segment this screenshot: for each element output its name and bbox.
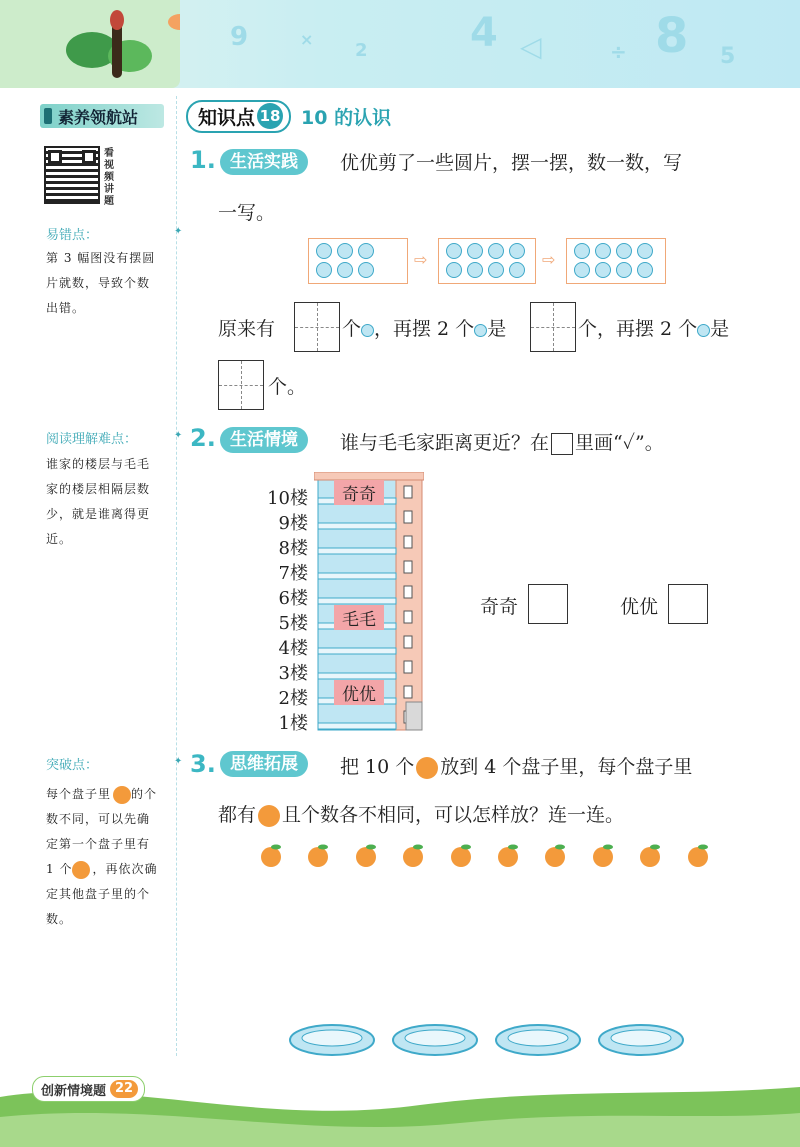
circle-piece-icon [488, 262, 504, 278]
window-icon [404, 536, 412, 548]
floor-label: 5楼 [278, 613, 308, 634]
sparkle-icon: ✦ [174, 226, 183, 237]
circle-piece-icon [337, 262, 353, 278]
note-text-part: 每个盘子里 [46, 787, 112, 801]
question-tag: 思维拓展 [220, 751, 308, 777]
topic-prefix: 知识点 [198, 106, 256, 129]
orange-icon [113, 786, 131, 804]
decor-symbol: × [300, 30, 314, 49]
fill-text: 个，再摆 2 个 是 [578, 318, 730, 340]
qr-label: 看视频讲题 [104, 148, 114, 207]
circle-piece-icon [446, 243, 462, 259]
orange-icon [353, 842, 379, 868]
arrow-right-icon: ⇨ [542, 250, 556, 269]
choice-label-youyou: 优优 [620, 596, 659, 618]
footer-label: 创新情境题 [41, 1083, 107, 1099]
plant-illustration [0, 0, 180, 88]
answer-box-1[interactable] [294, 302, 340, 352]
decor-number: 8 [655, 8, 689, 64]
sparkle-icon: ✦ [174, 756, 183, 767]
window-icon [404, 586, 412, 598]
plate-icon[interactable] [597, 1022, 685, 1058]
check-box-youyou[interactable] [668, 584, 708, 624]
plate-icon[interactable] [288, 1022, 376, 1058]
floor-balcony [318, 723, 396, 729]
orange-icon [590, 842, 616, 868]
question-number: 1. [190, 146, 216, 174]
circle-piece-icon [488, 243, 504, 259]
lighthouse-icon [44, 108, 52, 124]
corner-plant-decoration [0, 0, 180, 88]
resident-maomao: 毛毛 [334, 605, 384, 630]
circle-piece-icon [358, 243, 374, 259]
window-icon [404, 636, 412, 648]
decor-number: 5 [720, 44, 736, 69]
answer-box-3[interactable] [218, 360, 264, 410]
decor-number: 2 [355, 40, 368, 61]
floor-label: 4楼 [278, 638, 308, 659]
question-text: 都有 且个数各不相同，可以怎样放？连一连。 [218, 804, 625, 826]
circle-piece-icon [697, 324, 710, 337]
circle-piece-icon [616, 262, 632, 278]
circle-piece-icon [361, 324, 374, 337]
orange-icon [258, 842, 284, 868]
floor-balcony [318, 523, 396, 529]
qr-code[interactable] [44, 146, 100, 204]
nav-label [40, 104, 164, 128]
decor-symbol: ◁ [520, 30, 542, 63]
window-icon [404, 686, 412, 698]
note-title-mistake: 易错点： [46, 228, 99, 243]
footer-badge [32, 1076, 145, 1102]
nav-label-text: 素养领航站 [58, 107, 139, 127]
plate-icon[interactable] [391, 1022, 479, 1058]
circle-piece-icon [358, 262, 374, 278]
floor-label: 9楼 [278, 513, 308, 534]
question-text: 把 10 个 放到 4 个盘子里，每个盘子里 [340, 756, 693, 778]
decor-number: 4 [470, 10, 498, 56]
topic-title: 10 的认识 [301, 106, 392, 129]
resident-youyou: 优优 [334, 680, 384, 705]
note-text-part: 的个数不同，可以先确定第一个盘子里有 1 个 [46, 787, 158, 876]
orange-icon [495, 842, 521, 868]
fill-text: 个 ，再摆 2 个 是 [342, 318, 507, 340]
floor-balcony [318, 673, 396, 679]
circle-piece-icon [637, 243, 653, 259]
circle-piece-icon [595, 243, 611, 259]
floor-label: 10楼 [267, 488, 308, 509]
answer-box-2[interactable] [530, 302, 576, 352]
arrow-right-icon: ⇨ [414, 250, 428, 269]
window-icon [404, 511, 412, 523]
orange-icon [416, 757, 438, 779]
floor-label: 7楼 [278, 563, 308, 584]
topic-number: 18 [257, 103, 283, 129]
circle-piece-icon [616, 243, 632, 259]
circle-piece-icon [574, 243, 590, 259]
question-number: 2. [190, 424, 216, 452]
floor-label: 3楼 [278, 663, 308, 684]
floor-balcony [318, 648, 396, 654]
decor-symbol: ÷ [610, 40, 627, 64]
circle-piece-icon [316, 262, 332, 278]
resident-qiqi: 奇奇 [334, 480, 384, 505]
fill-text: 个。 [268, 376, 307, 398]
question-text: 谁与毛毛家距离更近？在 里画“✓”。 [340, 432, 664, 454]
note-text-part: ，再依次确定其他盘子里的个数。 [46, 862, 158, 926]
orange-icon [72, 861, 90, 879]
orange-icon [258, 805, 280, 827]
orange-icon [400, 842, 426, 868]
check-box-sample [551, 433, 573, 455]
sparkle-icon: ✦ [174, 430, 183, 441]
orange-icon [305, 842, 331, 868]
choice-label-qiqi: 奇奇 [480, 596, 519, 618]
circle-piece-icon [467, 243, 483, 259]
floor-balcony [318, 598, 396, 604]
floor-balcony [318, 548, 396, 554]
circle-piece-icon [637, 262, 653, 278]
question-number: 3. [190, 750, 216, 778]
question-text: 优优剪了一些圆片，摆一摆，数一数，写 [340, 152, 683, 174]
footer-hill [0, 1057, 800, 1147]
note-title-breakthrough: 突破点： [46, 758, 99, 773]
note-text-reading: 谁家的楼层与毛毛家的楼层相隔层数少，就是谁离得更近。 [46, 457, 151, 546]
window-icon [404, 486, 412, 498]
circle-piece-icon [467, 262, 483, 278]
page-number: 22 [110, 1080, 138, 1098]
circle-piece-icon [316, 243, 332, 259]
circle-piece-icon [574, 262, 590, 278]
window-icon [404, 661, 412, 673]
question-tag: 生活情境 [220, 427, 308, 453]
window-icon [404, 561, 412, 573]
note-text-mistake: 第 3 幅图没有摆圆片就数，导致个数出错。 [46, 251, 156, 315]
question-text: 一写。 [218, 202, 276, 224]
floor-balcony [318, 573, 396, 579]
floor-label: 8楼 [278, 538, 308, 559]
topic-heading [186, 100, 391, 132]
floor-label: 1楼 [278, 713, 308, 734]
circle-piece-icon [446, 262, 462, 278]
note-text-breakthrough [46, 782, 162, 932]
note-title-reading: 阅读理解难点： [46, 432, 138, 447]
circle-piece-icon [509, 262, 525, 278]
floor-label: 6楼 [278, 588, 308, 609]
orange-icon [448, 842, 474, 868]
check-box-qiqi[interactable] [528, 584, 568, 624]
circle-piece-icon [509, 243, 525, 259]
orange-icon [542, 842, 568, 868]
circle-piece-icon [337, 243, 353, 259]
decor-number: 9 [230, 22, 249, 52]
floor-label: 2楼 [278, 688, 308, 709]
orange-icon [685, 842, 711, 868]
orange-icon [637, 842, 663, 868]
question-tag: 生活实践 [220, 149, 308, 175]
plate-icon[interactable] [494, 1022, 582, 1058]
butterfly-icon [168, 14, 180, 30]
fill-text: 原来有 [218, 318, 276, 340]
circle-piece-icon [595, 262, 611, 278]
topic-pill [186, 100, 291, 133]
circle-piece-icon [474, 324, 487, 337]
window-icon [404, 611, 412, 623]
